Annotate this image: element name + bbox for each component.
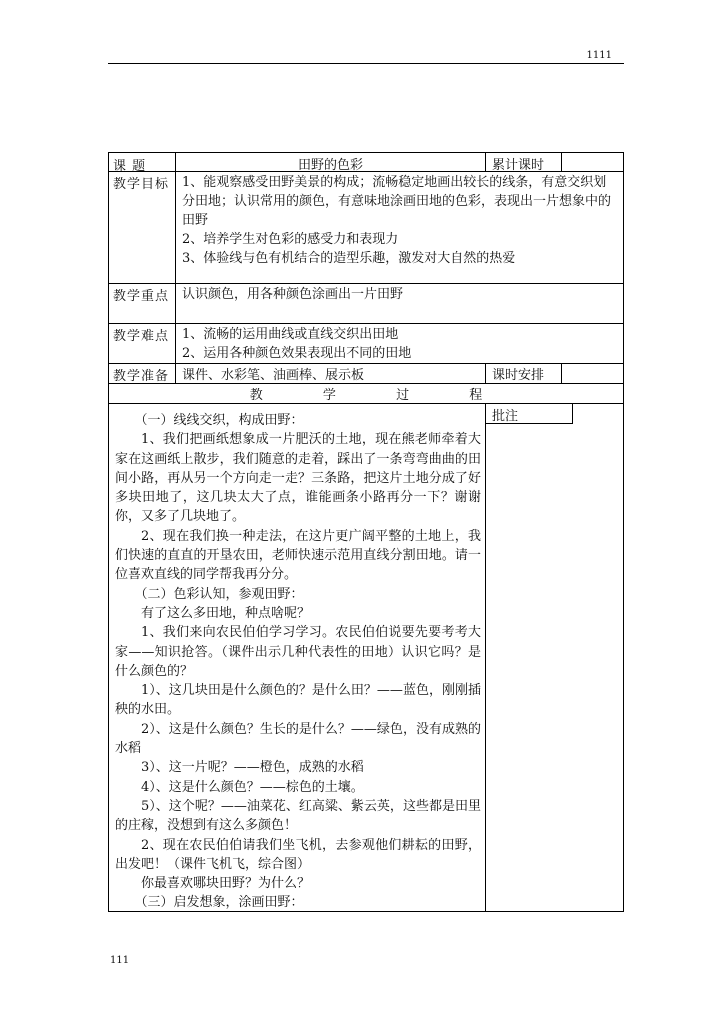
- process-paragraph: 4）、这是什么颜色？——棕色的土壤。: [141, 779, 364, 795]
- process-paragraph: 3）、这一片呢？——橙色，成熟的水稻: [141, 760, 364, 776]
- process-header-char: 过: [396, 388, 410, 403]
- key-points-label: 教学重点: [109, 283, 176, 323]
- process-paragraph: 1、我们把画纸想象成一片肥沃的土地，现在熊老师牵着大家在这画纸上散步，我们随意的走着，踩出了一条弯弯曲曲的田间小路，再从另一个方向走一走？三条路，把这片土地分成了好多块田地了，这几块太大了点，谁能画条小路再分一下？谢谢你，又多了几块地了。: [115, 432, 481, 525]
- cumulative-label: 累计课时: [486, 153, 562, 171]
- key-points-content: [176, 283, 623, 323]
- goals-row: [109, 171, 623, 284]
- notes-column: [486, 403, 623, 911]
- process-paragraph: 有了这么多田地，种点啥呢？: [141, 605, 311, 621]
- prep-row: [109, 363, 623, 384]
- difficulty-item: 1、流畅的运用曲线或直线交织出田地: [182, 327, 399, 342]
- process-paragraph: 你最喜欢哪块田野？为什么？: [141, 876, 311, 892]
- goal-item: 3、体验线与色有机结合的造型乐趣，激发对大自然的热爱: [182, 251, 516, 266]
- process-paragraph: 1、我们来向农民伯伯学习学习。农民伯伯说要先要考考大家——知识抢答。（课件出示几种代表性的田地）认识它吗？是什么颜色的？: [115, 625, 481, 679]
- key-points-text: 认识颜色，用各种颜色涂画出一片田野: [182, 287, 404, 302]
- process-paragraph: 2、现在我们换一种走法，在这片更广阔平整的土地上，我们快速的直直的开垦农田，老师快速示范用直线分割田地。请一位喜欢直线的同学帮我再分分。: [115, 528, 481, 583]
- process-header-char: 程: [469, 388, 483, 403]
- header-page-code: 1111: [586, 50, 612, 61]
- topic-label: 课 题: [109, 153, 176, 171]
- process-header-row: [109, 383, 623, 404]
- goal-item: 1、能观察感受田野美景的构成；流畅稳定地画出较长的线条，有意交织划分田地；认识常用的颜色，有意味地涂画田地的色彩，表现出一片想象中的田野: [182, 175, 612, 228]
- process-paragraph: 1）、这几块田是什么颜色的？是什么田？——蓝色，刚刚插秧的水田。: [115, 683, 481, 718]
- cumulative-value: [562, 153, 623, 171]
- header-rule: [108, 63, 624, 64]
- notes-label: 批注: [486, 403, 573, 424]
- footer-page-code: 111: [110, 955, 130, 966]
- process-paragraph: （一）线线交织，构成田野：: [134, 413, 304, 428]
- process-paragraph: 2、现在农民伯伯请我们坐飞机，去参观他们耕耘的田野，出发吧！（课件飞机飞，综合图）: [115, 837, 481, 872]
- difficulties-label: 教学难点: [109, 323, 176, 363]
- process-paragraph: 2）、这是什么颜色？生长的是什么？——绿色，没有成熟的水稻: [115, 721, 481, 757]
- prep-label: 教学准备: [109, 363, 176, 383]
- difficulties-content: [176, 323, 623, 363]
- process-text: [109, 403, 486, 911]
- process-body: [109, 403, 623, 911]
- goals-content: [176, 171, 623, 283]
- schedule-label: 课时安排: [486, 363, 562, 383]
- difficulty-item: 2、运用各种颜色效果表现出不同的田地: [182, 346, 412, 361]
- topic-row: [109, 153, 623, 172]
- process-header-char: 教: [249, 388, 263, 403]
- process-paragraph: （三）启发想象，涂画田野：: [134, 895, 304, 911]
- process-header: [109, 383, 623, 403]
- process-paragraph: 5）、这个呢？——油菜花、红高粱、紫云英，这些都是田里的庄稼，没想到有这么多颜色！: [115, 798, 481, 834]
- difficulties-row: [109, 323, 623, 364]
- prep-value: 课件、水彩笔、油画棒、展示板: [176, 363, 486, 383]
- process-paragraph: （二）色彩认知，参观田野：: [134, 586, 304, 602]
- key-points-row: [109, 283, 623, 324]
- schedule-value: [562, 363, 623, 383]
- goals-label: 教学目标: [109, 171, 176, 283]
- goal-item: 2、培养学生对色彩的感受力和表现力: [182, 232, 399, 247]
- lesson-plan-table: [108, 152, 624, 912]
- process-header-char: 学: [322, 388, 336, 403]
- topic-value: 田野的色彩: [176, 153, 486, 171]
